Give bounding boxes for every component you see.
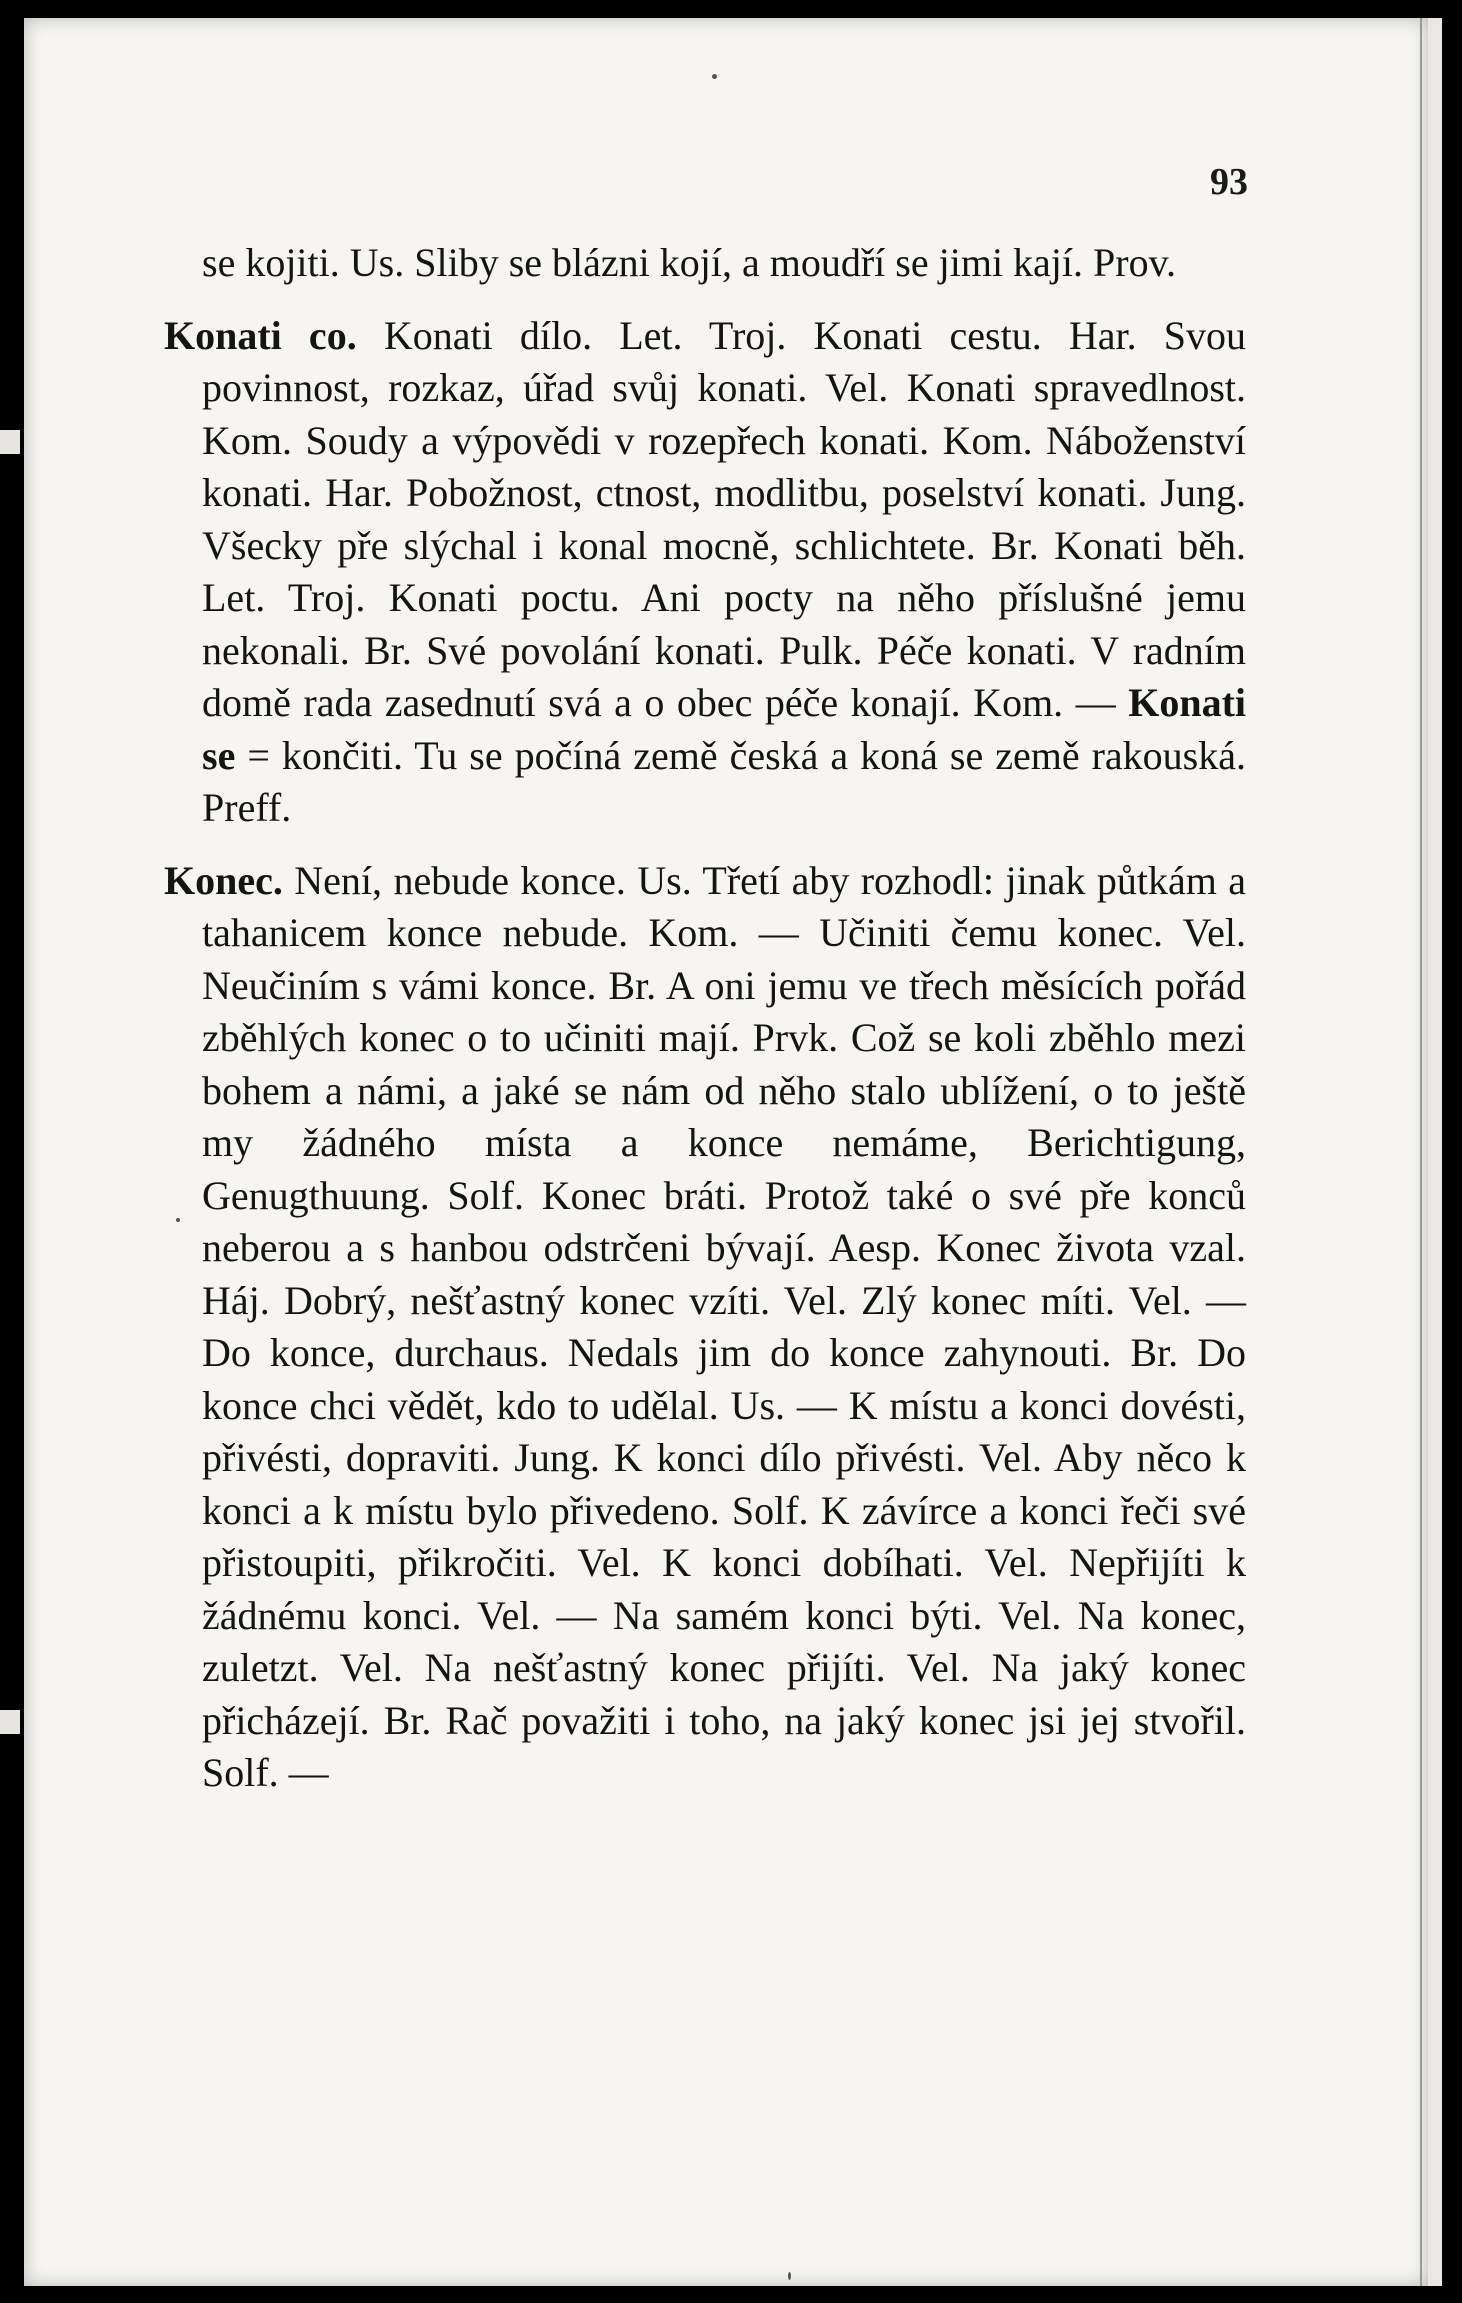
paragraph-continuation <box>202 237 1246 290</box>
page-edge-right <box>1428 18 1442 2286</box>
dictionary-text <box>164 237 1246 1800</box>
entry-sub-headword: Konati se <box>202 680 1246 778</box>
entry-headword: Konec. <box>164 857 283 903</box>
entry-text: Konati dílo. Let. Troj. Konati cestu. Har. Svou povinnost, rozkaz, úřad svůj konati. Vel. Konati spravedlnost. Kom. Soudy a výpovědi v rozepřech konati. Kom. Náboženství konati. Har. Pobožnost, ctnost, modlitbu, poselství konati. Jung. Všecky pře slýchal i konal mocně, schlichtete. Br. Konati běh. Let. Troj. Konati poctu. Ani pocty na něho příslušné jemu nekonali. Br. Své povolání konati. Pulk. Péče konati. V radním domě rada zasednutí svá a o obec péče konají. Kom. — <box>202 312 1246 725</box>
left-edge-mark <box>0 1710 20 1734</box>
print-speck <box>712 74 717 79</box>
entry-text-tail: = končiti. Tu se počíná země česká a koná se země rakouská. Preff. <box>202 732 1246 830</box>
page-number: 93 <box>1210 161 1248 203</box>
print-speck <box>788 2272 791 2280</box>
entry-text: Není, nebude konce. Us. Třetí aby rozhodl: jinak půtkám a tahanicem konce nebude. Kom. — Učiniti čemu konec. Vel. Neučiním s vámi konce. Br. A oni jemu ve třech měsících pořád zběhlých konec o to učiniti mají. Prvk. Což se koli zběhlo mezi bohem a námi, a jaké se nám od něho stalo ublížení, o to ještě my žádného místa a konce nemáme, Berichtigung, Genugthuung. Solf. Konec bráti. Protož také o své pře konců neberou a s hanbou odstrčeni bývají. Aesp. Konec života vzal. Háj. Dobrý, nešťastný konec vzíti. Vel. Zlý konec míti. Vel. — Do konce, durchaus. Nedals jim do konce zahynouti. Br. Do konce chci vědět, kdo to udělal. Us. — K místu a konci dovésti, přivésti, dopraviti. Jung. K konci dílo přivésti. Vel. Aby něco k konci a k místu bylo přivedeno. Solf. K závírce a konci řeči své přistoupiti, přikročiti. Vel. K konci dobíhati. Vel. Nepřijíti k žádnému konci. Vel. — Na samém konci býti. Vel. Na konec, zuletzt. Vel. Na nešťastný konec přijíti. Vel. Na jaký konec přicházejí. Br. Rač považiti i toho, na jaký konec jsi jej stvořil. Solf. — <box>202 857 1246 1795</box>
paragraph-text: se kojiti. Us. Sliby se blázni kojí, a moudří se jimi kají. Prov. <box>202 240 1177 285</box>
left-edge-mark <box>0 430 20 454</box>
entry-konati <box>164 310 1246 835</box>
entry-headword: Konati co. <box>164 312 357 358</box>
entry-konec <box>164 855 1246 1800</box>
page-edge-shadow <box>1420 18 1422 2286</box>
